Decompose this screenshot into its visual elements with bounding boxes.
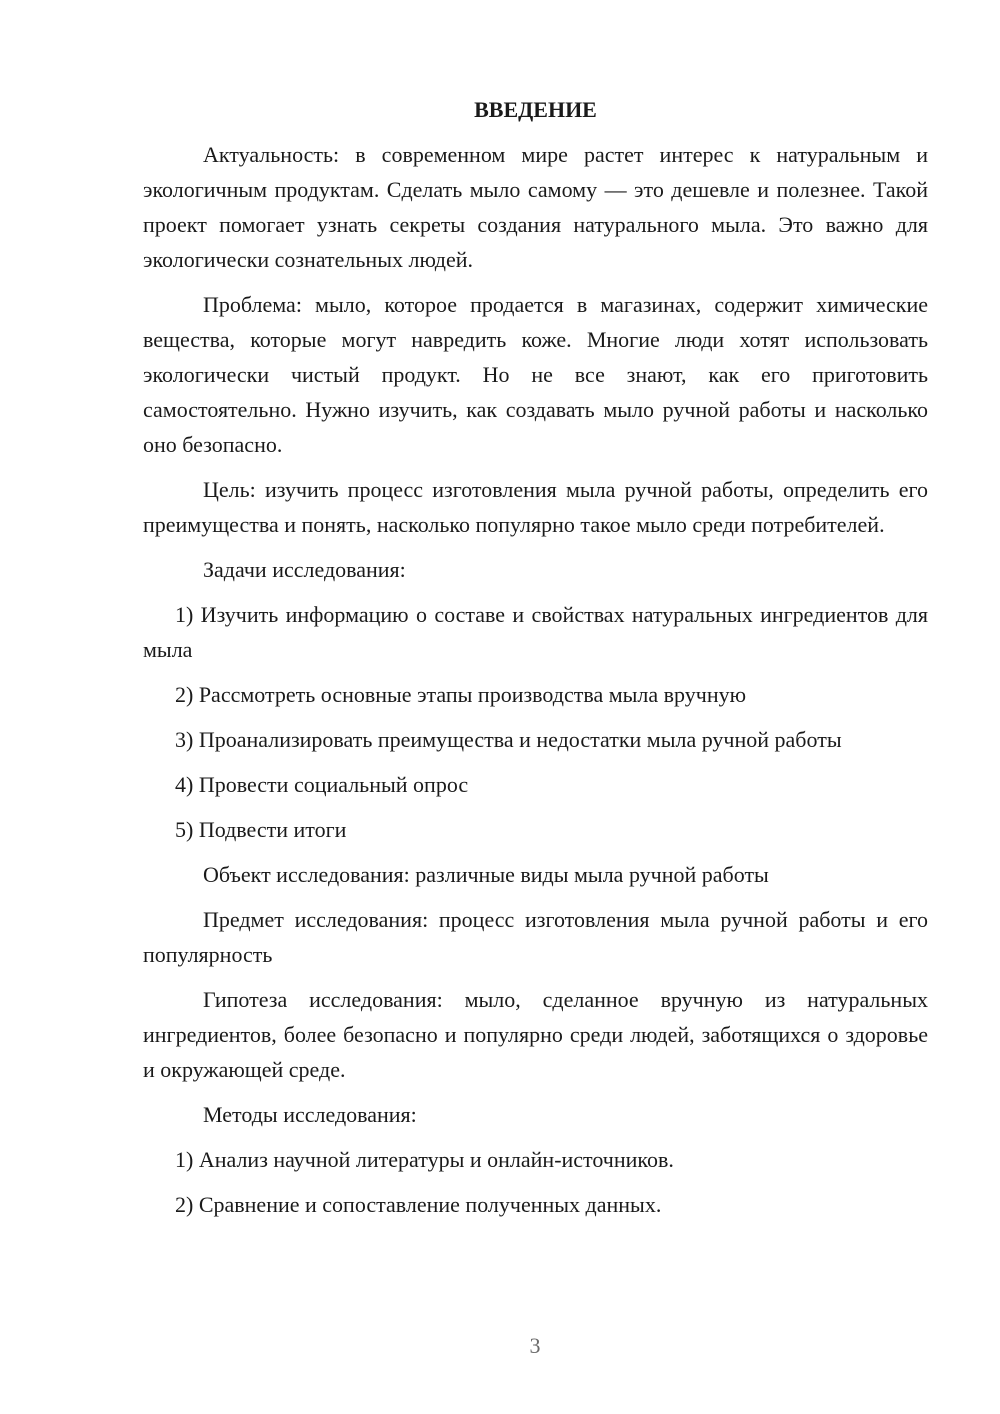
task-item: 4) Провести социальный опрос [175, 772, 469, 797]
task-item: 2) Рассмотреть основные этапы производства мыла вручную [175, 682, 747, 707]
subject-paragraph: Предмет исследования: процесс изготовления мыла ручной работы и его популярность [143, 907, 928, 967]
task-item: 5) Подвести итоги [175, 817, 347, 842]
methods-title: Методы исследования: [203, 1102, 417, 1127]
hypothesis-paragraph: Гипотеза исследования: мыло, сделанное вручную из натуральных ингредиентов, более безопасно и популярно среди людей, заботящихся о здоровье и окружающей среде. [143, 987, 928, 1082]
section-heading: ВВЕДЕНИЕ [474, 97, 597, 122]
method-item: 2) Сравнение и сопоставление полученных данных. [175, 1192, 662, 1217]
object-paragraph: Объект исследования: различные виды мыла ручной работы [203, 862, 769, 887]
goal-paragraph: Цель: изучить процесс изготовления мыла ручной работы, определить его преимущества и понять, насколько популярно такое мыло среди потребителей. [143, 477, 928, 537]
page-content [143, 95, 928, 1222]
task-item: 3) Проанализировать преимущества и недостатки мыла ручной работы [175, 727, 842, 752]
problem-paragraph: Проблема: мыло, которое продается в магазинах, содержит химические вещества, которые могут навредить коже. Многие люди хотят использовать экологически чистый продукт. Но не все знают, как его приготовить самостоятельно. Нужно изучить, как создавать мыло ручной работы и насколько оно безопасно. [143, 292, 928, 457]
relevance-paragraph: Актуальность: в современном мире растет интерес к натуральным и экологичным продуктам. Сделать мыло самому — это дешевле и полезнее. Такой проект помогает узнать секреты создания натурального мыла. Это важно для экологически сознательных людей. [143, 142, 928, 272]
tasks-title: Задачи исследования: [203, 557, 406, 582]
task-item: 1) Изучить информацию о составе и свойствах натуральных ингредиентов для мыла [143, 602, 928, 662]
method-item: 1) Анализ научной литературы и онлайн-источников. [175, 1147, 674, 1172]
page-number: 3 [529, 1333, 541, 1358]
